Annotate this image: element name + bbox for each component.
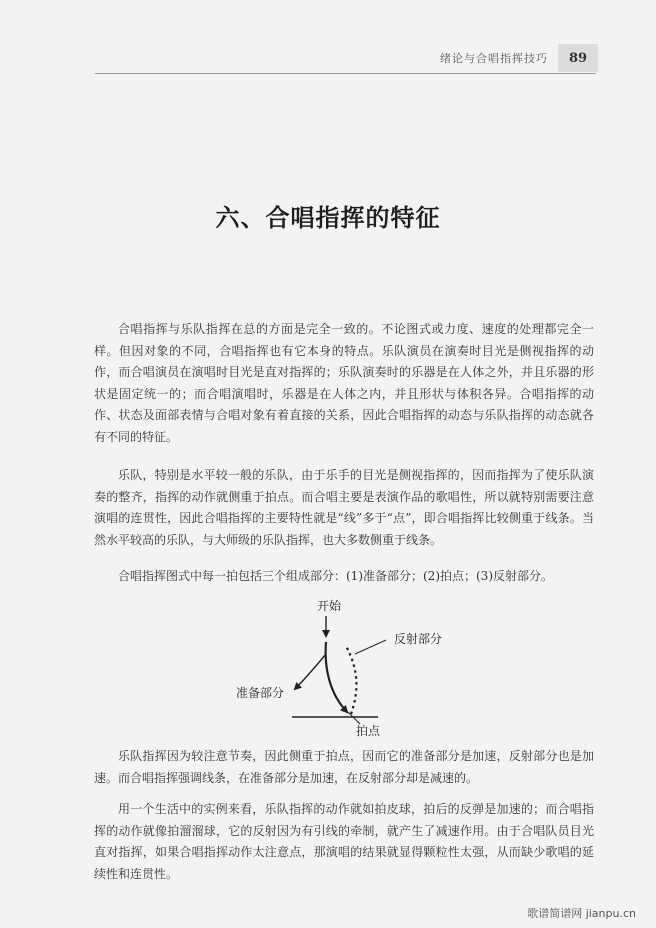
running-header — [0, 0, 656, 80]
rebound-pointer — [355, 640, 386, 654]
label-start: 开始 — [317, 599, 342, 613]
label-preparation: 准备部分 — [236, 686, 285, 700]
preparation-stroke — [326, 642, 347, 712]
preparation-pointer — [295, 654, 326, 689]
running-title: 绪论与合唱指挥技巧 — [440, 52, 548, 65]
section-title: 六、合唱指挥的特征 — [215, 204, 441, 232]
site-watermark: 歌谱简谱网 jianpu.cn — [527, 907, 636, 920]
paragraph-3: 合唱指挥图式中每一拍包括三个组成部分：(1)准备部分；(2)拍点；(3)反射部分。 — [118, 569, 553, 583]
page-number: 89 — [558, 44, 598, 72]
label-beat: 拍点 — [356, 724, 381, 738]
paragraph-4: 乐队指挥因为较注意节奏，因此侧重于拍点，因而它的准备部分是加速，反射部分也是加速。而合唱指挥强调线条，在准备部分是加速，在反射部分却是减速的。 — [94, 749, 594, 785]
paragraph-1: 合唱指挥与乐队指挥在总的方面是完全一致的。不论图式或力度、速度的处理都完全一样。但因对象的不同，合唱指挥也有它本身的特点。乐队演员在演奏时目光是侧视指挥的动作，而合唱演员在演唱时目光是直对指挥的；乐队演奏时的乐器是在人体之外，并且乐器的形状是固定统一的；而合唱演唱时，乐器是在人体之内，并且形状与体积各异。合唱指挥的动作、状态及面部表情与合唱对象有着直接的关系，因此合唱指挥的动态与乐队指挥的动态就各有不同的特征。 — [94, 322, 594, 444]
header-rule — [95, 73, 596, 74]
beat-diagram-drawing — [220, 594, 460, 744]
label-rebound: 反射部分 — [394, 632, 443, 646]
paragraph-2: 乐队，特别是水平较一般的乐队，由于乐手的目光是侧视指挥的，因而指挥为了使乐队演奏的整齐，指挥的动作就侧重于拍点。而合唱主要是表演作品的歌唱性，所以就特别需要注意演唱的连贯性，因此合唱指挥的主要特性就是“线”多于“点”，即合唱指挥比较侧重于线条。当然水平较高的乐队，与大师级的乐队指挥，也大多数侧重于线条。 — [94, 468, 594, 547]
rebound-stroke — [346, 646, 356, 714]
paragraph-5: 用一个生活中的实例来看，乐队指挥的动作就如拍皮球，拍后的反弹是加速的；而合唱指挥的动作就像拍溜溜球，它的反射因为有引线的牵制，就产生了减速作用。由于合唱队员目光直对指挥，如果合唱指挥动作太注意点，那演唱的结果就显得颗粒性太强，从而缺少歌唱的延续性和连贯性。 — [94, 802, 594, 881]
beat-diagram — [220, 594, 460, 744]
